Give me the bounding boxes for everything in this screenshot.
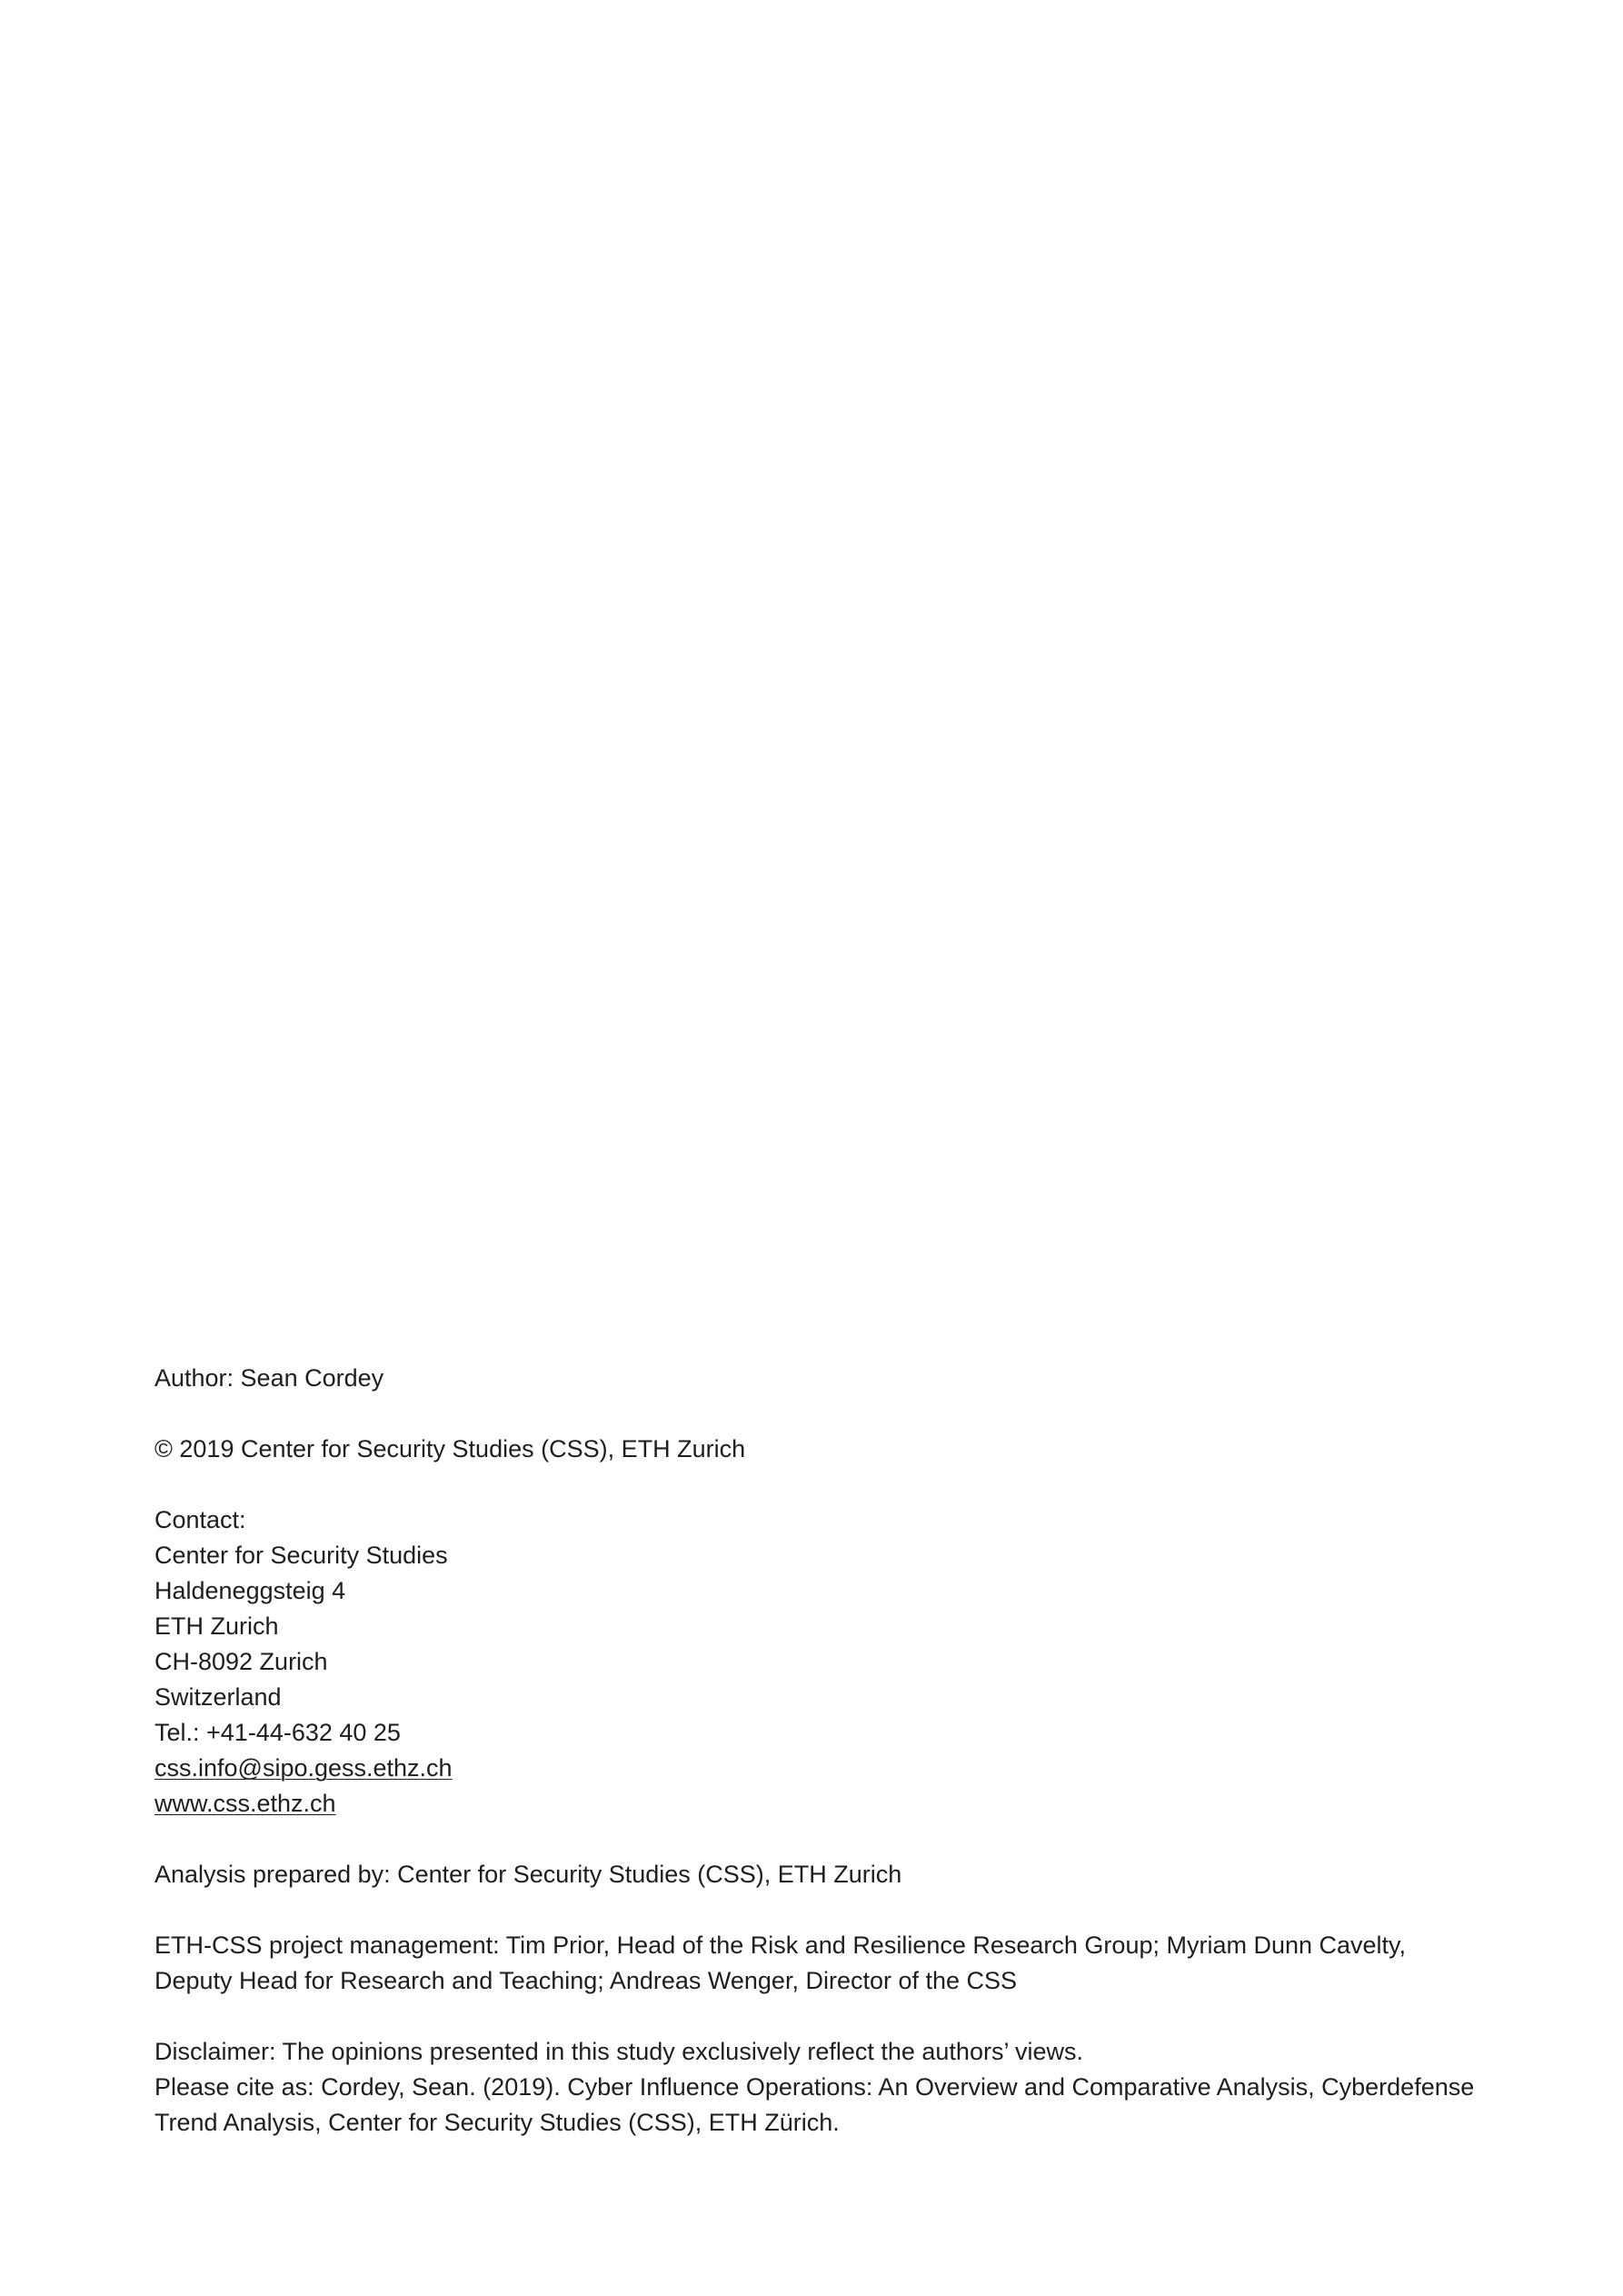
website-link[interactable]: www.css.ethz.ch [154, 1790, 336, 1817]
project-management-line-2: Deputy Head for Research and Teaching; Andreas Wenger, Director of the CSS [154, 1967, 1018, 1994]
disclaimer-line: Disclaimer: The opinions presented in this study exclusively reflect the authors’ views. [154, 2038, 1083, 2065]
contact-street: Haldeneggsteig 4 [154, 1577, 346, 1604]
analysis-block [154, 1857, 1481, 1892]
contact-country: Switzerland [154, 1683, 282, 1711]
author-block [154, 1361, 1481, 1396]
project-management-block [154, 1928, 1481, 1999]
citation-line-2: Trend Analysis, Center for Security Studies (CSS), ETH Zürich. [154, 2109, 840, 2136]
contact-block [154, 1502, 1481, 1822]
copyright-line: © 2019 Center for Security Studies (CSS), ETH Zurich [154, 1435, 746, 1462]
contact-email-line [154, 1751, 1481, 1786]
contact-postal-city: CH-8092 Zurich [154, 1648, 328, 1675]
author-line: Author: Sean Cordey [154, 1364, 384, 1392]
analysis-line: Analysis prepared by: Center for Security Studies (CSS), ETH Zurich [154, 1861, 902, 1888]
disclaimer-block [154, 2034, 1481, 2141]
contact-heading: Contact: [154, 1506, 246, 1533]
citation-line-1: Please cite as: Cordey, Sean. (2019). Cyber Influence Operations: An Overview and Comparative Analysis, Cyberdefense [154, 2073, 1475, 2101]
email-link[interactable]: css.info@sipo.gess.ethz.ch [154, 1754, 453, 1782]
contact-phone: Tel.: +41-44-632 40 25 [154, 1719, 401, 1746]
contact-institution: ETH Zurich [154, 1612, 279, 1640]
imprint-section [154, 1361, 1481, 2141]
contact-website-line [154, 1786, 1481, 1822]
copyright-block [154, 1432, 1481, 1467]
project-management-line-1: ETH-CSS project management: Tim Prior, Head of the Risk and Resilience Research Group; Myriam Dunn Cavelty, [154, 1932, 1407, 1959]
contact-organization: Center for Security Studies [154, 1542, 448, 1569]
